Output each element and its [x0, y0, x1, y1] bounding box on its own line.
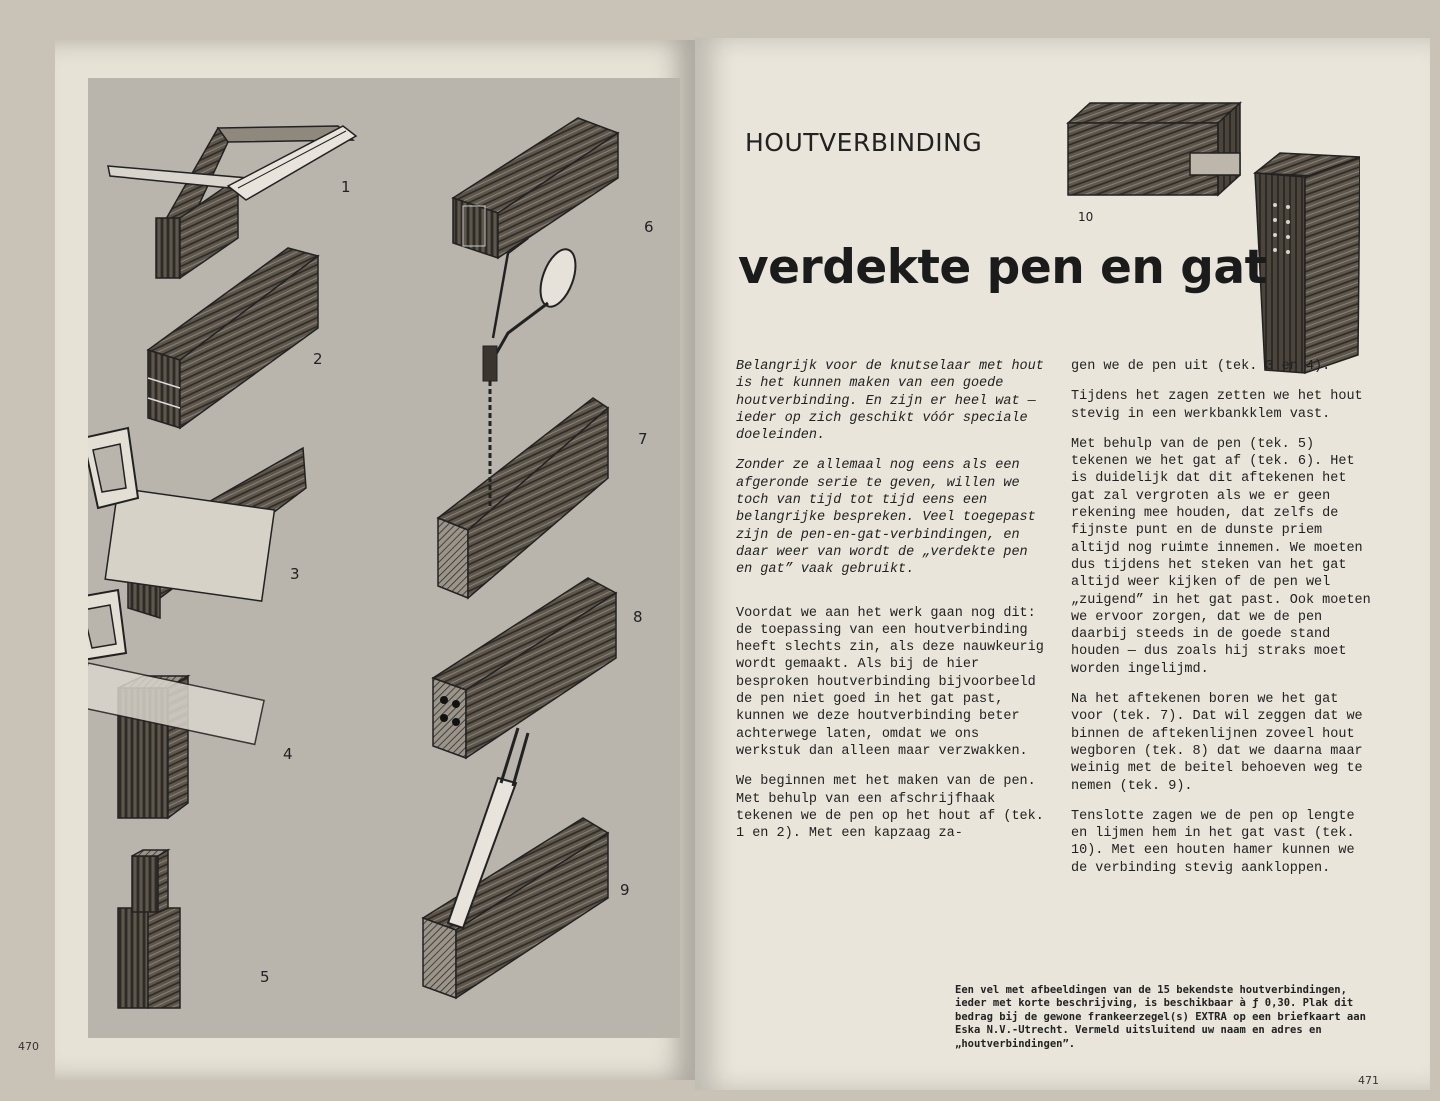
figure-label-4: 4 — [283, 745, 293, 763]
illustration-plate — [88, 78, 680, 1038]
body-paragraph: Tijdens het zagen zetten we het hout stevig in een werkbankklem vast. — [1071, 389, 1363, 422]
figure-1-drawing — [108, 126, 356, 278]
figure-3-drawing — [88, 428, 306, 618]
intro-paragraph-1: Belangrijk voor de knutselaar met hout is het kunnen maken van een goede houtverbinding. En zijn er heel wat — ieder op zich geschikt vóór speciale doeleinden. — [736, 359, 1044, 444]
woodworking-illustrations — [88, 78, 680, 1038]
figure-label-7: 7 — [638, 430, 648, 448]
figure-label-9: 9 — [620, 881, 630, 899]
article-headline: verdekte pen en gat — [738, 240, 1267, 295]
footnote-offer: Een vel met afbeeldingen van de 15 bekendste houtverbindingen, ieder met korte beschrijving, is beschikbaar à ƒ 0,30. Plak dit bedrag bij de gewone frankeerzegel(s) EXTRA op een briefkaart aan Eska N.V.-Utrecht. Vermeld uitsluitend uw naam en adres en „houtverbindingen”. — [955, 984, 1366, 1050]
page-number-left: 470 — [18, 1040, 39, 1053]
figure-9-drawing — [423, 728, 608, 998]
figure-label-6: 6 — [644, 218, 654, 236]
figure-label-10: 10 — [1078, 210, 1094, 224]
text-column-right — [1071, 358, 1371, 890]
body-paragraph: Voordat we aan het werk gaan nog dit: de toepassing van een houtverbinding heeft slechts zin, als deze nauwkeurig wordt gemaakt. Als bij de hier besproken houtverbinding bijvoorbeeld de pen niet goed in het gat past, kunnen we deze houtverbinding beter achterwege laten, omdat we ons werkstuk dan alleen maar verzwakken. — [736, 605, 1044, 759]
body-paragraph: Met behulp van de pen (tek. 5) tekenen we het gat af (tek. 6). Het is duidelijk dat dit aftekenen het gat zal vergroten als we er geen rekening mee houden, dat zelfs de fijnste punt en de dunste priem altijd nog ruimte innemen. We moeten dus tijdens het steken van het gat altijd weer kijken of de pen wel „zuigend” in het gat past. Ook moeten we ervoor zorgen, dat we de pen daarbij steeds in de goede stand houden — dus zoals hij straks moet worden ingelijmd. — [1071, 436, 1371, 677]
body-paragraph: Na het aftekenen boren we het gat voor (tek. 7). Dat wil zeggen dat we binnen de aftekenlijnen zoveel hout wegboren (tek. 8) dat we daarna maar weinig met de beitel behoeven weg te nemen (tek. 9). — [1071, 692, 1363, 794]
intro-paragraph-2: Zonder ze allemaal nog eens als een afgeronde serie te geven, willen we toch van tijd tot tijd eens een belangrijke bespreken. Veel toegepast zijn de pen-en-gat-verbindingen, en daar weer van wordt de „verdekte pen en gat” vaak gebruikt. — [736, 458, 1036, 578]
text-column-left — [736, 358, 1046, 855]
figure-7-drawing — [438, 238, 608, 598]
figure-6-drawing — [453, 118, 618, 258]
figure-label-5: 5 — [260, 968, 270, 986]
body-paragraph: We beginnen met het maken van de pen. Met behulp van een afschrijfhaak tekenen we de pen op het hout af (tek. 1 en 2). Met een kapzaag za- — [736, 774, 1044, 842]
body-paragraph: Tenslotte zagen we de pen op lengte en lijmen hem in het gat vast (tek. 10). Met een houten hamer kunnen we de verbinding stevig aankloppen. — [1071, 808, 1355, 876]
section-kicker: HOUTVERBINDING — [745, 128, 983, 157]
figure-label-2: 2 — [313, 350, 323, 368]
figure-label-1: 1 — [341, 178, 351, 196]
page-number-right: 471 — [1358, 1074, 1379, 1087]
figure-8-drawing — [433, 578, 616, 758]
figure-label-3: 3 — [290, 565, 300, 583]
figure-4-drawing — [88, 590, 264, 818]
body-paragraph: gen we de pen uit (tek. 3 en 4). — [1071, 359, 1331, 374]
figure-label-8: 8 — [633, 608, 643, 626]
figure-5-drawing — [118, 850, 180, 1008]
